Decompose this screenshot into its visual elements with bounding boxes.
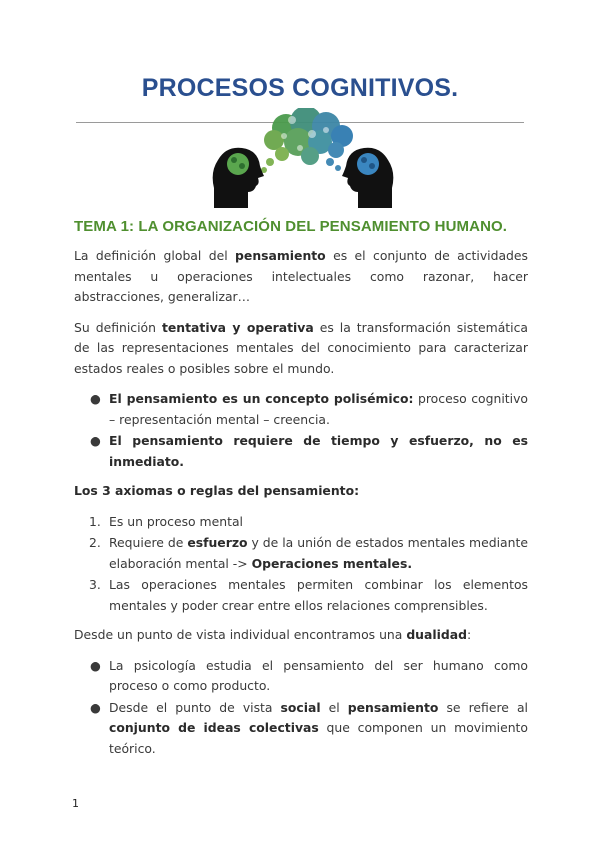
bold-term: conjunto de ideas colectivas: [109, 720, 319, 735]
list-item: [74, 389, 528, 430]
text-fragment: es el conjunto de actividades mentales u operaciones intelectuales como razonar, hacer abstracciones, generalizar…: [74, 248, 528, 304]
section-heading: TEMA 1: LA ORGANIZACIÓN DEL PENSAMIENTO HUMANO.: [74, 218, 508, 235]
paragraph-definicion-global: [74, 246, 528, 308]
list-item: [74, 698, 528, 760]
text-fragment: Las operaciones mentales permiten combinar los elementos mentales y poder crear entre ellos relaciones comprensibles.: [109, 577, 528, 613]
paragraph-dualidad: [74, 625, 528, 646]
text-fragment: La definición global del: [74, 248, 236, 263]
bold-term: Operaciones mentales.: [251, 555, 413, 571]
page-number: 1: [72, 797, 79, 810]
text-fragment: Es un proceso mental: [109, 513, 243, 529]
bold-term: dualidad: [406, 627, 467, 642]
bullet-list-2: [74, 656, 528, 760]
bullet-icon: ●: [90, 657, 101, 673]
text-fragment: es la transformación sistemática de las representaciones mentales del conocimiento para caracterizar estados reales o posibles sobre el mundo.: [74, 319, 528, 376]
list-item: [74, 431, 528, 472]
bold-term: pensamiento: [347, 699, 439, 715]
left-head: [213, 148, 264, 208]
speech-cloud: [261, 108, 353, 173]
list-item: [74, 575, 528, 616]
text-fragment: el: [320, 699, 348, 715]
text-fragment: que componen un movimiento teórico.: [109, 720, 528, 756]
text-fragment: se refiere al: [438, 699, 528, 715]
list-item: [74, 512, 528, 533]
bold-term: tentativa y operativa: [161, 319, 314, 335]
list-number: 2.: [89, 535, 101, 550]
bullet-list-1: [74, 389, 528, 472]
bold-term: social: [280, 699, 321, 715]
text-fragment: :: [466, 627, 472, 642]
text-fragment: Desde el punto de vista: [109, 699, 281, 715]
list-number: 3.: [89, 577, 101, 592]
bold-term: pensamiento: [235, 248, 326, 263]
text-fragment: Requiere de: [109, 535, 188, 550]
axioms-list: [74, 512, 528, 617]
right-head: [342, 148, 393, 208]
text-fragment: Desde un punto de vista individual encontramos una: [74, 627, 407, 642]
bold-term: esfuerzo: [187, 535, 248, 550]
text-fragment: Su definición: [74, 319, 162, 335]
axioms-heading: Los 3 axiomas o reglas del pensamiento:: [74, 483, 360, 498]
text-fragment: proceso cognitivo – representación mental – creencia.: [109, 391, 528, 427]
bullet-icon: ●: [90, 391, 101, 406]
bold-term: El pensamiento requiere de tiempo y esfuerzo, no es inmediato.: [109, 433, 528, 469]
text-fragment: La psicología estudia el pensamiento del ser humano como proceso o como producto.: [109, 657, 528, 693]
text-fragment: y de la unión de estados mentales mediante elaboración mental ->: [109, 535, 528, 571]
main-content: [74, 217, 528, 768]
bullet-icon: ●: [90, 433, 101, 448]
bullet-icon: ●: [90, 699, 101, 715]
list-item: [74, 656, 528, 697]
bold-term: El pensamiento es un concepto polisémico:: [109, 391, 414, 406]
paragraph-definicion-tentativa: [74, 318, 528, 380]
two-heads-speech-bubble-icon: [208, 108, 398, 210]
list-number: 1.: [89, 513, 101, 529]
list-item: [74, 533, 528, 574]
page-title: PROCESOS COGNITIVOS.: [141, 74, 459, 102]
